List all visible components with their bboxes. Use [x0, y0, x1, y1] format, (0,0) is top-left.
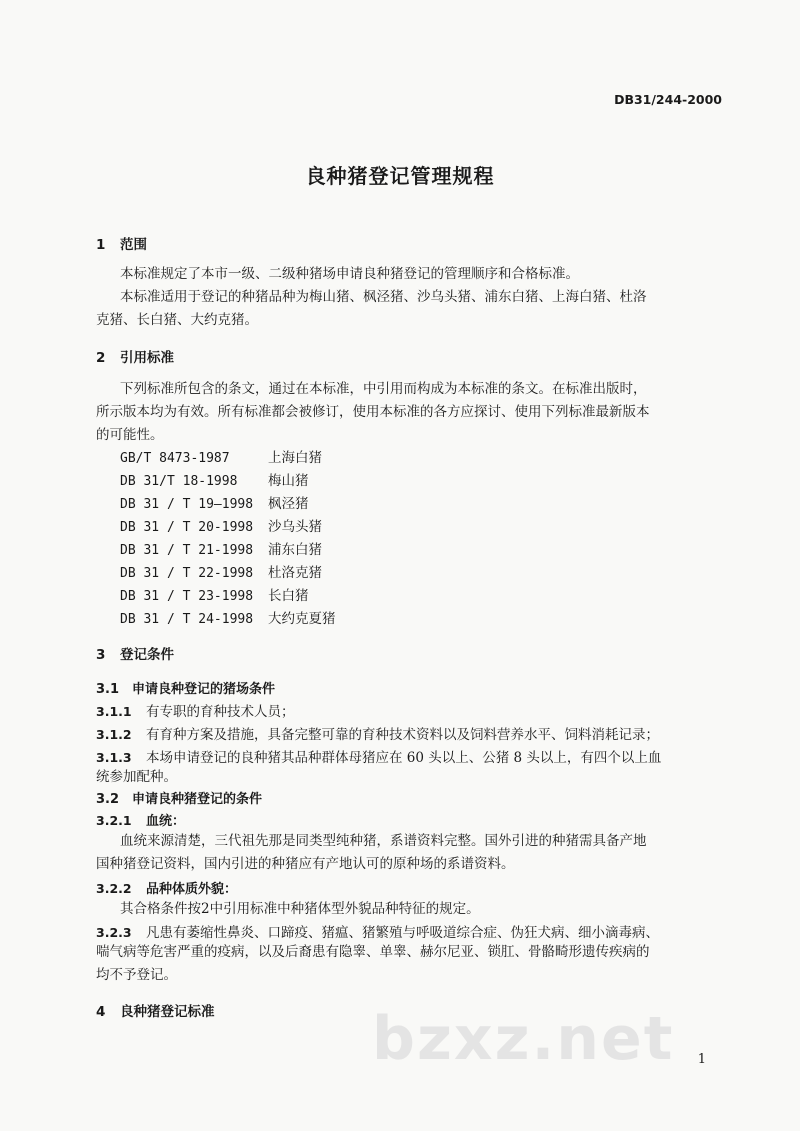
clause-3-1-3: [96, 746, 661, 766]
subsection-number: 3.2: [96, 792, 120, 807]
section-1-heading: [96, 233, 147, 253]
subsection-3-1-heading: [96, 678, 275, 697]
reference-name: 沙乌头猪: [268, 519, 322, 535]
clause-number: 3.2.1: [96, 813, 132, 828]
section-number: 2: [96, 350, 106, 366]
clause-number: 3.2.3: [96, 925, 132, 940]
subsection-number: 3.1: [96, 682, 120, 697]
reference-item: [120, 562, 322, 585]
paragraph: 的可能性。: [96, 427, 164, 443]
reference-name: 大约克夏猪: [268, 611, 336, 627]
reference-code: DB 31 / T 21-1998: [120, 543, 254, 558]
clause-3-2-2: [96, 878, 237, 897]
section-3-heading: [96, 643, 174, 663]
clause-text: 本场申请登记的良种猪其品种群体母猪应在 60 头以上、公猪 8 头以上，有四个以上血: [146, 750, 662, 766]
paragraph: 血统来源清楚，三代祖先那是同类型纯种猪，系谱资料完整。国外引进的种猪需具备产地: [120, 833, 647, 849]
reference-name: 上海白猪: [268, 450, 322, 466]
section-4-heading: [96, 1000, 215, 1020]
reference-name: 梅山猪: [268, 473, 309, 489]
reference-code: DB 31 / T 20-1998: [120, 520, 254, 535]
reference-item: [120, 516, 322, 539]
reference-code: GB/T 8473-1987: [120, 451, 230, 466]
reference-item: [120, 539, 322, 562]
clause-text: 有专职的育种技术人员；: [146, 704, 295, 720]
reference-name: 杜洛克猪: [268, 565, 322, 581]
subsection-3-2-heading: [96, 788, 262, 807]
clause-3-2-1: [96, 810, 185, 829]
section-number: 4: [96, 1004, 106, 1020]
section-title: 引用标准: [120, 350, 174, 366]
paragraph: 统参加配种。: [96, 769, 177, 785]
paragraph: 克猪、长白猪、大约克猪。: [96, 312, 258, 328]
clause-3-1-2: [96, 723, 659, 743]
reference-item: [120, 470, 309, 493]
reference-code: DB 31 / T 23-1998: [120, 589, 254, 604]
paragraph: 其合格条件按2中引用标准中种猪体型外貌品种特征的规定。: [120, 901, 480, 917]
reference-code: DB 31 / T 24-1998: [120, 612, 254, 627]
reference-item: [120, 447, 322, 470]
clause-title: 血统：: [146, 814, 186, 829]
paragraph: 下列标准所包含的条文，通过在本标准，中引用而构成为本标准的条文。在标准出版时，: [120, 381, 647, 397]
reference-name: 长白猪: [268, 588, 309, 604]
section-title: 良种猪登记标准: [120, 1004, 215, 1020]
clause-number: 3.1.2: [96, 727, 132, 742]
reference-item: [120, 608, 336, 631]
reference-item: [120, 493, 309, 516]
paragraph: 国种猪登记资料，国内引进的种猪应有产地认可的原种场的系谱资料。: [96, 856, 515, 872]
watermark: bzxz.net: [372, 1004, 675, 1074]
reference-code: DB 31 / T 19—1998: [120, 497, 254, 512]
clause-3-1-1: [96, 700, 295, 720]
paragraph: 均不予登记。: [96, 967, 177, 983]
clause-number: 3.1.3: [96, 750, 132, 765]
paragraph: 所示版本均为有效。所有标准都会被修订，使用本标准的各方应探讨、使用下列标准最新版本: [96, 404, 650, 420]
page-number: 1: [697, 1052, 706, 1067]
page-title: 良种猪登记管理规程: [305, 164, 495, 188]
reference-code: DB 31 / T 22-1998: [120, 566, 254, 581]
clause-title: 品种体质外貌：: [146, 882, 238, 897]
reference-item: [120, 585, 309, 608]
subsection-title: 申请良种登记的猪场条件: [132, 682, 276, 697]
paragraph: 喘气病等危害严重的疫病，以及后裔患有隐睾、单睾、赫尔尼亚、锁肛、骨骼畸形遗传疾病的: [96, 944, 650, 960]
clause-number: 3.1.1: [96, 704, 132, 719]
section-title: 登记条件: [120, 647, 174, 663]
clause-text: 有育种方案及措施，具备完整可靠的育种技术资料以及饲料营养水平、饲料消耗记录；: [146, 727, 659, 743]
reference-name: 枫泾猪: [268, 496, 309, 512]
reference-name: 浦东白猪: [268, 542, 322, 558]
section-2-heading: [96, 346, 174, 366]
reference-code: DB 31/T 18-1998: [120, 474, 238, 489]
paragraph: 本标准适用于登记的种猪品种为梅山猪、枫泾猪、沙乌头猪、浦东白猪、上海白猪、杜洛: [120, 289, 647, 305]
section-number: 3: [96, 647, 106, 663]
clause-number: 3.2.2: [96, 881, 132, 896]
document-number: DB31/244-2000: [614, 92, 722, 107]
paragraph: 本标准规定了本市一级、二级种猪场申请良种猪登记的管理顺序和合格标准。: [120, 266, 579, 282]
clause-text: 凡患有萎缩性鼻炎、口蹄疫、猪瘟、猪繁殖与呼吸道综合症、伪狂犬病、细小滴毒病、: [146, 925, 659, 941]
subsection-title: 申请良种猪登记的条件: [132, 792, 263, 807]
clause-3-2-3: [96, 921, 659, 941]
section-number: 1: [96, 237, 106, 253]
section-title: 范围: [120, 237, 147, 253]
